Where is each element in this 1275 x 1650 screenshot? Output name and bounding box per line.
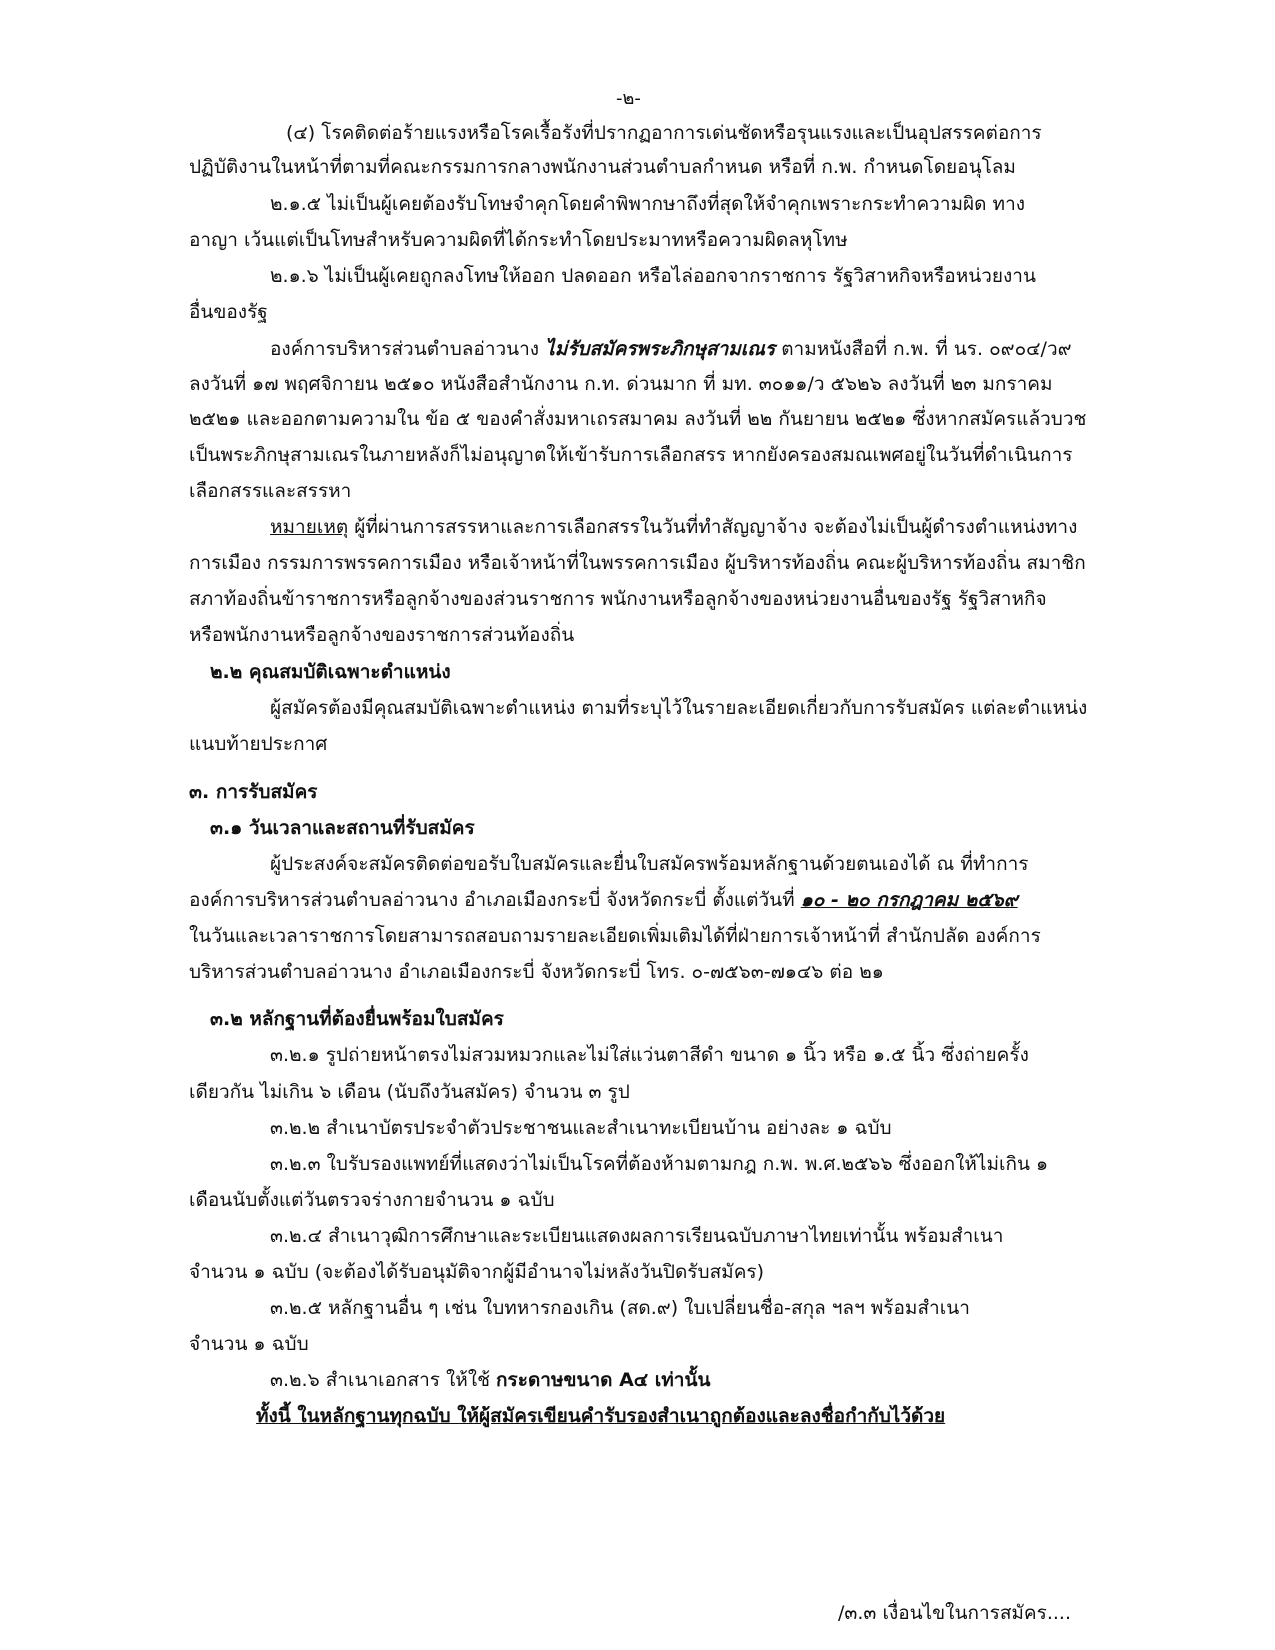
paragraph-line: บริหารส่วนตำบลอ่าวนาง อำเภอเมืองกระบี่ จังหวัดกระบี่ โทร. ๐-๗๕๖๓-๗๑๔๖ ต่อ ๒๑: [189, 961, 884, 983]
section-heading: ๒.๒ คุณสมบัติเฉพาะตำแหน่ง: [210, 661, 451, 683]
text-run: องค์การบริหารส่วนตำบลอ่าวนาง: [270, 338, 540, 360]
certification-note: ทั้งนี้ ในหลักฐานทุกฉบับ ให้ผู้สมัครเขียนคำรับรองสำเนาถูกต้องและลงชื่อกำกับไว้ด้วย: [256, 1405, 946, 1427]
paragraph-line: หรือพนักงานหรือลูกจ้างของราชการส่วนท้องถิ่น: [189, 624, 575, 646]
text-run: องค์การบริหารส่วนตำบลอ่าวนาง อำเภอเมืองกระบี่ จังหวัดกระบี่ ตั้งแต่วันที่: [189, 889, 801, 911]
note-label: หมายเหตุ: [270, 516, 349, 538]
paragraph-line: เป็นพระภิกษุสามเณรในภายหลังก็ไม่อนุญาตให้เข้ารับการเลือกสรร หากยังครองสมณเพศอยู่ในวันที่ดำเนินการ: [189, 444, 1073, 466]
paragraph-line: เลือกสรรและสรรหา: [189, 480, 352, 502]
paragraph-line: สภาท้องถิ่นข้าราชการหรือลูกจ้างของส่วนราชการ พนักงานหรือลูกจ้างของหน่วยงานอื่นของรัฐ รัฐวิสาหกิจ: [189, 588, 1047, 610]
paragraph-line: ในวันและเวลาราชการโดยสามารถสอบถามรายละเอียดเพิ่มเติมได้ที่ฝ่ายการเจ้าหน้าที่ สำนักปลัด องค์การ: [189, 925, 1041, 947]
paragraph-line: ๓.๒.๒ สำเนาบัตรประจำตัวประชาชนและสำเนาทะเบียนบ้าน อย่างละ ๑ ฉบับ: [270, 1117, 892, 1139]
paragraph-line: [270, 1365, 710, 1395]
paragraph-line: อื่นของรัฐ: [189, 301, 268, 323]
paragraph-line: [189, 885, 1018, 915]
paragraph-line: ๓.๒.๔ สำเนาวุฒิการศึกษาและระเบียนแสดงผลการเรียนฉบับภาษาไทยเท่านั้น พร้อมสำเนา: [270, 1225, 1004, 1247]
page-number: -๒-: [616, 88, 641, 109]
paragraph-line: เดียวกัน ไม่เกิน ๖ เดือน (นับถึงวันสมัคร) จำนวน ๓ รูป: [189, 1081, 630, 1103]
paragraph-line: จำนวน ๑ ฉบับ: [189, 1333, 309, 1355]
emphasis-text: ไม่รับสมัครพระภิกษุสามเณร: [545, 338, 776, 360]
paragraph-line: ปฏิบัติงานในหน้าที่ตามที่คณะกรรมการกลางพนักงานส่วนตำบลกำหนด หรือที่ ก.พ. กำหนดโดยอนุโลม: [189, 156, 1016, 178]
paragraph-line: จำนวน ๑ ฉบับ (จะต้องได้รับอนุมัติจากผู้มีอำนาจไม่หลังวันปิดรับสมัคร): [189, 1261, 765, 1283]
paragraph-line: ๓.๒.๓ ใบรับรองแพทย์ที่แสดงว่าไม่เป็นโรคที่ต้องห้ามตามกฎ ก.พ. พ.ศ.๒๕๖๖ ซึ่งออกให้ไม่เกิน ๑: [270, 1153, 1049, 1175]
paragraph-line: ๒๕๒๑ และออกตามความใน ข้อ ๕ ของคำสั่งมหาเถรสมาคม ลงวันที่ ๒๒ กันยายน ๒๕๒๑ ซึ่งหากสมัครแล้วบวช: [189, 408, 1087, 430]
continuation-note: /๓.๓ เงื่อนไขในการสมัคร....: [838, 1602, 1072, 1624]
paragraph-line: ๓.๒.๑ รูปถ่ายหน้าตรงไม่สวมหมวกและไม่ใส่แว่นตาสีดำ ขนาด ๑ นิ้ว หรือ ๑.๕ นิ้ว ซึ่งถ่ายครั้ง: [270, 1044, 1029, 1066]
paragraph-line: [270, 512, 1077, 542]
paper-size-note: กระดาษขนาด A๔ เท่านั้น: [496, 1369, 711, 1391]
paragraph-line: ผู้ประสงค์จะสมัครติดต่อขอรับใบสมัครและยื่นใบสมัครพร้อมหลักฐานด้วยตนเองได้ ณ ที่ทำการ: [270, 853, 1029, 875]
paragraph-line: ๒.๑.๕ ไม่เป็นผู้เคยต้องรับโทษจำคุกโดยคำพิพากษาถึงที่สุดให้จำคุกเพราะกระทำความผิด ทาง: [270, 193, 1026, 215]
paragraph-line: (๔) โรคติดต่อร้ายแรงหรือโรคเรื้อรังที่ปรากฏอาการเด่นชัดหรือรุนแรงและเป็นอุปสรรคต่อการ: [286, 122, 1042, 144]
text-run: ๓.๒.๖ สำเนาเอกสาร ให้ใช้: [270, 1369, 497, 1391]
section-heading: ๓.๒ หลักฐานที่ต้องยื่นพร้อมใบสมัคร: [210, 1008, 504, 1030]
paragraph-line: อาญา เว้นแต่เป็นโทษสำหรับความผิดที่ได้กระทำโดยประมาทหรือความผิดลหุโทษ: [189, 229, 848, 251]
section-heading: ๓.๑ วันเวลาและสถานที่รับสมัคร: [210, 817, 475, 839]
paragraph-line: ผู้สมัครต้องมีคุณสมบัติเฉพาะตำแหน่ง ตามที่ระบุไว้ในรายละเอียดเกี่ยวกับการรับสมัคร แต่ละตำแหน่ง: [270, 697, 1088, 719]
text-run: ตามหนังสือที่ ก.พ. ที่ นร. ๐๙๐๔/ว๙: [781, 338, 1072, 360]
paragraph-line: ๓.๒.๕ หลักฐานอื่น ๆ เช่น ใบทหารกองเกิน (สด.๙) ใบเปลี่ยนชื่อ-สกุล ฯลฯ พร้อมสำเนา: [270, 1297, 970, 1319]
paragraph-line: ลงวันที่ ๑๗ พฤศจิกายน ๒๕๑๐ หนังสือสำนักงาน ก.ท. ด่วนมาก ที่ มท. ๓๐๑๑/ว ๕๖๒๖ ลงวันที่ ๒๓ มกราคม: [189, 373, 1053, 395]
paragraph-line: ๒.๑.๖ ไม่เป็นผู้เคยถูกลงโทษให้ออก ปลดออก หรือไล่ออกจากราชการ รัฐวิสาหกิจหรือหน่วยงาน: [270, 265, 1036, 287]
application-dates: ๑๐ - ๒๐ กรกฎาคม ๒๕๖๙: [800, 889, 1018, 911]
paragraph-line: แนบท้ายประกาศ: [189, 733, 328, 755]
paragraph-line: การเมือง กรรมการพรรคการเมือง หรือเจ้าหน้าที่ในพรรคการเมือง ผู้บริหารท้องถิ่น คณะผู้บริหารท้องถิ่น สมาชิก: [189, 552, 1086, 574]
paragraph-line: เดือนนับตั้งแต่วันตรวจร่างกายจำนวน ๑ ฉบับ: [189, 1189, 555, 1211]
text-run: ผู้ที่ผ่านการสรรหาและการเลือกสรรในวันที่ทำสัญญาจ้าง จะต้องไม่เป็นผู้ดำรงตำแหน่งทาง: [348, 516, 1078, 538]
section-heading: ๓. การรับสมัคร: [189, 781, 318, 803]
paragraph-line: [270, 334, 1072, 364]
